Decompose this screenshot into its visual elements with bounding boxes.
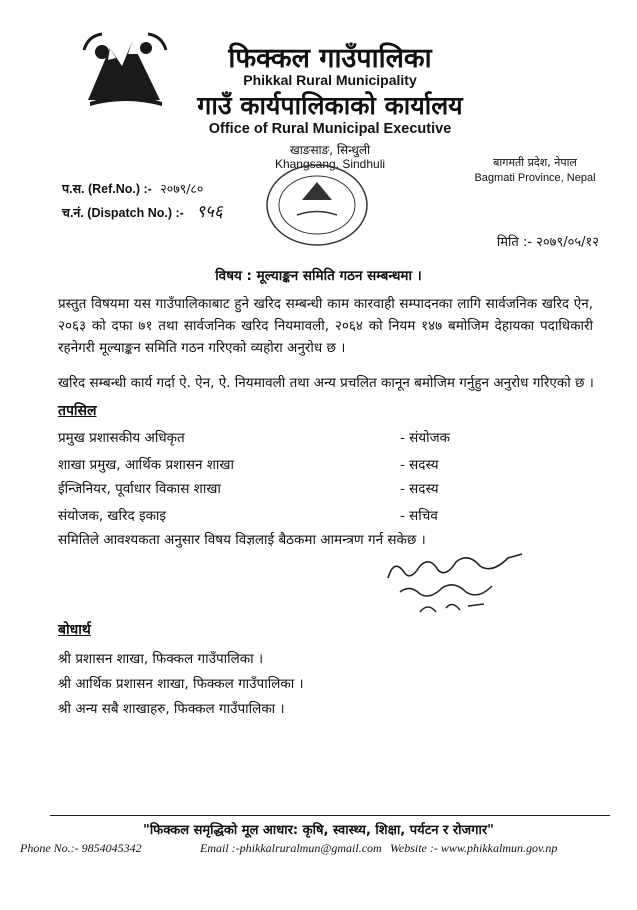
letter-date: मिति :- २०७९/०५/१२	[496, 235, 599, 250]
municipality-name-np: फिक्कल गाउँपालिका	[228, 43, 432, 74]
schedule-row	[58, 479, 528, 501]
emblem-logo	[80, 30, 170, 110]
schedule-heading: तपसिल	[58, 403, 97, 419]
handwritten-signature	[380, 548, 530, 620]
ref-label: प.स. (Ref.No.) :-	[62, 182, 152, 196]
schedule-row	[58, 455, 528, 477]
member-role: - संयोजक	[400, 430, 451, 446]
member-role: - सदस्य	[400, 481, 439, 497]
address-en: Khangsang, Sindhuli	[274, 157, 386, 171]
schedule-row	[58, 506, 528, 528]
dispatch-label: च.नं. (Dispatch No.) :-	[62, 206, 184, 220]
dispatch-value: ९५६	[196, 202, 223, 222]
distribution-heading: बोधार्थ	[58, 622, 91, 638]
footer-website: Website :- www.phikkalmun.gov.np	[390, 841, 558, 855]
distribution-item: श्री प्रशासन शाखा, फिक्कल गाउँपालिका ।	[58, 651, 264, 667]
body-paragraph-1: प्रस्तुत विषयमा यस गाउँपालिकाबाट हुने खरिद सम्बन्धी काम कारवाही सम्पादनका लागि सार्वजनिक खरिद ऐन, २०६३ को दफा ७१ तथा सार्वजनिक खरिद नियमावली, २०६४ को नियम १४७ बमोजिम देहायका पदाधिकारी रहनेगरी मूल्याङ्कन समिति गठन गरिएको व्यहोरा अनुरोध छ ।	[58, 296, 593, 356]
footer-divider	[50, 815, 610, 816]
dispatch-number	[62, 199, 223, 222]
member-title: ईन्जिनियर, पूर्वाधार विकास शाखा	[58, 481, 221, 497]
member-title: संयोजक, खरिद इकाइ	[58, 508, 167, 524]
schedule-row	[58, 428, 528, 450]
body-paragraph-2: खरिद सम्बन्धी कार्य गर्दा ऐ. ऐन, ऐ. नियमावली तथा अन्य प्रचलित कानून बमोजिम गर्नुहुन अनुरोध गरिएको छ ।	[58, 375, 594, 391]
address-np: खाङसाङ, सिन्धुली	[289, 143, 371, 157]
province-en: Bagmati Province, Nepal	[474, 172, 596, 184]
letter-subject: विषय : मूल्याङ्कन समिति गठन सम्बन्धमा ।	[215, 268, 422, 284]
footer-email: Email :-phikkalruralmun@gmail.com	[200, 841, 382, 855]
reference-number	[62, 180, 203, 197]
office-stamp	[262, 160, 372, 250]
office-name-en: Office of Rural Municipal Executive	[208, 121, 452, 137]
footer-phone: Phone No.:- 9854045342	[20, 841, 142, 855]
distribution-item: श्री अन्य सबै शाखाहरु, फिक्कल गाउँपालिका ।	[58, 701, 285, 717]
ref-value: २०७९/८०	[160, 181, 204, 196]
distribution-item: श्री आर्थिक प्रशासन शाखा, फिक्कल गाउँपालिका ।	[58, 676, 304, 692]
footer-slogan: "फिक्कल समृद्धिको मूल आधार: कृषि, स्वास्थ्य, शिक्षा, पर्यटन र रोजगार"	[143, 823, 494, 838]
province-np: बागमती प्रदेश, नेपाल	[493, 156, 577, 169]
municipality-name-en: Phikkal Rural Municipality	[243, 72, 417, 88]
member-title: शाखा प्रमुख, आर्थिक प्रशासन शाखा	[58, 457, 234, 473]
member-title: प्रमुख प्रशासकीय अधिकृत	[58, 430, 185, 446]
office-name-np: गाउँ कार्यपालिकाको कार्यालय	[197, 91, 463, 120]
member-role: - सदस्य	[400, 457, 439, 473]
member-role: - सचिव	[400, 508, 438, 524]
committee-note: समितिले आवश्यकता अनुसार विषय विज्ञलाई बैठकमा आमन्त्रण गर्न सकेछ ।	[58, 532, 426, 548]
